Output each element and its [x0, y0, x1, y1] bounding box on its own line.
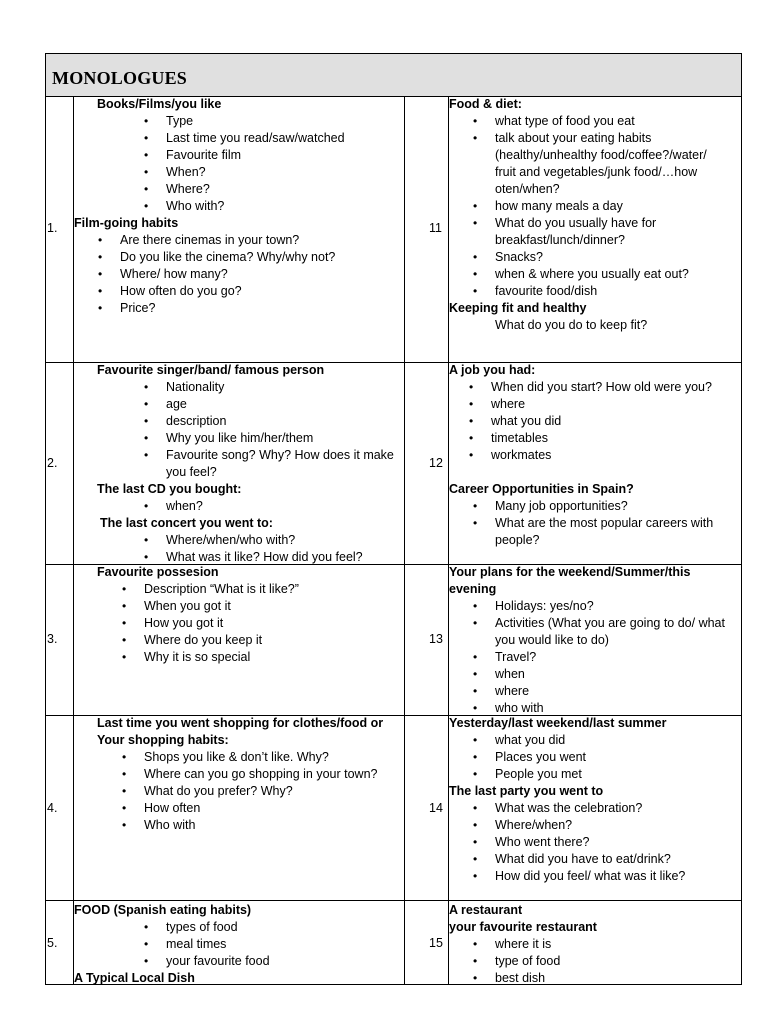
section-heading: A job you had:	[449, 363, 536, 377]
row-number: 15	[429, 936, 443, 950]
row-number: 12	[429, 456, 443, 470]
list-item: • what type of food you eat	[495, 113, 743, 130]
list-item: • how many meals a day	[495, 198, 743, 215]
list-item: • How often do you go?	[120, 283, 404, 300]
list-item: • best dish	[495, 970, 743, 987]
section-heading: The last CD you bought:	[97, 482, 242, 496]
list-item: • Are there cinemas in your town?	[120, 232, 404, 249]
list-item: • Many job opportunities?	[495, 498, 743, 515]
column-divider	[404, 97, 405, 984]
row-1-left-cell	[74, 96, 404, 317]
list-item: • Who went there?	[495, 834, 743, 851]
section-heading: Your shopping habits:	[97, 733, 229, 747]
list-item: • Where/when/who with?	[166, 532, 404, 549]
section-heading: Last time you went shopping for clothes/food or	[97, 716, 384, 730]
list-item: • Why it is so special	[144, 649, 404, 666]
row-1-right-cell	[449, 96, 743, 334]
list-item-continuation: you would like to do)	[495, 633, 609, 647]
list-item: • Where/ how many?	[120, 266, 404, 283]
row-number: 4.	[47, 801, 58, 815]
section-heading: Keeping fit and healthy	[449, 301, 587, 315]
list-item: • where	[491, 396, 743, 413]
list-item: • Last time you read/saw/watched	[166, 130, 404, 147]
list-item-continuation: oten/when?	[495, 182, 560, 196]
monologues-table	[45, 53, 742, 985]
section-heading: Your plans for the weekend/Summer/this	[449, 565, 691, 579]
row-4-left-cell	[74, 715, 404, 834]
list-item: • type of food	[495, 953, 743, 970]
list-item: • When did you start? How old were you?	[491, 379, 743, 396]
section-heading: Career Opportunities in Spain?	[449, 482, 634, 496]
section-heading: FOOD (Spanish eating habits)	[74, 903, 252, 917]
page-title: MONOLOGUES	[52, 68, 188, 88]
list-item-continuation: fruit and vegetables/junk food/…how	[495, 165, 698, 179]
list-item: • types of food	[166, 919, 404, 936]
list-item: • Activities (What you are going to do/ what	[495, 615, 743, 632]
list-item: • Why you like him/her/them	[166, 430, 404, 447]
list-item: • where it is	[495, 936, 743, 953]
list-item: • People you met	[495, 766, 743, 783]
list-item: • Favourite film	[166, 147, 404, 164]
list-item: • What do you usually have for	[495, 215, 743, 232]
list-item: • What are the most popular careers with	[495, 515, 743, 532]
list-item: • Snacks?	[495, 249, 743, 266]
list-item-continuation: (healthy/unhealthy food/coffee?/water/	[495, 148, 707, 162]
list-item: • Shops you like & don’t like. Why?	[144, 749, 404, 766]
list-item: • Places you went	[495, 749, 743, 766]
list-item: • Nationality	[166, 379, 404, 396]
row-5-right-cell	[449, 902, 743, 987]
list-item: • When?	[166, 164, 404, 181]
list-item: • When you got it	[144, 598, 404, 615]
row-number: 14	[429, 801, 443, 815]
list-item: • Do you like the cinema? Why/why not?	[120, 249, 404, 266]
list-item: • favourite food/dish	[495, 283, 743, 300]
section-heading: The last party you went to	[449, 784, 604, 798]
section-heading: Books/Films/you like	[97, 97, 222, 111]
row-divider	[46, 900, 741, 901]
list-item: • where	[495, 683, 743, 700]
row-number: 13	[429, 632, 443, 646]
list-item: • talk about your eating habits	[495, 130, 743, 147]
list-item: • How did you feel/ what was it like?	[495, 868, 743, 885]
list-item: • How you got it	[144, 615, 404, 632]
row-5-left-cell	[74, 902, 404, 987]
list-item: • what you did	[495, 732, 743, 749]
list-item: • what you did	[491, 413, 743, 430]
list-item: • Where do you keep it	[144, 632, 404, 649]
row-number: 11	[429, 221, 442, 235]
list-item: • workmates	[491, 447, 743, 464]
list-item: • when	[495, 666, 743, 683]
title-bar	[46, 54, 741, 97]
list-item: • What was it like? How did you feel?	[166, 549, 404, 566]
section-heading: The last concert you went to:	[100, 516, 273, 530]
section-heading: A restaurant	[449, 903, 523, 917]
list-item-continuation: breakfast/lunch/dinner?	[495, 233, 625, 247]
list-item: • Description “What is it like?”	[144, 581, 404, 598]
list-item: • meal times	[166, 936, 404, 953]
list-item: • who with	[495, 700, 743, 717]
list-item: • when?	[166, 498, 404, 515]
list-item: • Price?	[120, 300, 404, 317]
list-item: • Who with	[144, 817, 404, 834]
row-3-right-cell	[449, 564, 743, 717]
section-heading: Favourite singer/band/ famous person	[97, 363, 325, 377]
list-item: • What do you prefer? Why?	[144, 783, 404, 800]
list-item: • description	[166, 413, 404, 430]
list-item: • Where?	[166, 181, 404, 198]
section-heading: your favourite restaurant	[449, 920, 597, 934]
row-number: 3.	[47, 632, 58, 646]
row-number: 5.	[47, 936, 58, 950]
list-item: • Where/when?	[495, 817, 743, 834]
row-4-right-cell	[449, 715, 743, 885]
list-item-continuation: you feel?	[166, 465, 217, 479]
row-2-right-cell	[449, 362, 743, 549]
list-item: • when & where you usually eat out?	[495, 266, 743, 283]
list-item: • Holidays: yes/no?	[495, 598, 743, 615]
list-item: • Favourite song? Why? How does it make	[166, 447, 404, 464]
list-item: • Where can you go shopping in your town?	[144, 766, 404, 783]
section-heading: Yesterday/last weekend/last summer	[449, 716, 667, 730]
list-item: • your favourite food	[166, 953, 404, 970]
section-heading: Food & diet:	[449, 97, 522, 111]
list-item: • How often	[144, 800, 404, 817]
section-heading: Favourite possesion	[97, 565, 219, 579]
section-heading: Film-going habits	[74, 216, 179, 230]
list-item: • Travel?	[495, 649, 743, 666]
section-heading: A Typical Local Dish	[74, 971, 195, 985]
list-item: • Who with?	[166, 198, 404, 215]
list-item-continuation: people?	[495, 533, 540, 547]
list-item: • timetables	[491, 430, 743, 447]
section-heading: evening	[449, 582, 497, 596]
row-number: 1.	[47, 221, 58, 235]
list-item: • age	[166, 396, 404, 413]
row-number: 2.	[47, 456, 58, 470]
list-item: • What did you have to eat/drink?	[495, 851, 743, 868]
list-item: • Type	[166, 113, 404, 130]
row-2-left-cell	[74, 362, 404, 566]
row-3-left-cell	[74, 564, 404, 666]
static-text: What do you do to keep fit?	[495, 318, 648, 332]
list-item: • What was the celebration?	[495, 800, 743, 817]
